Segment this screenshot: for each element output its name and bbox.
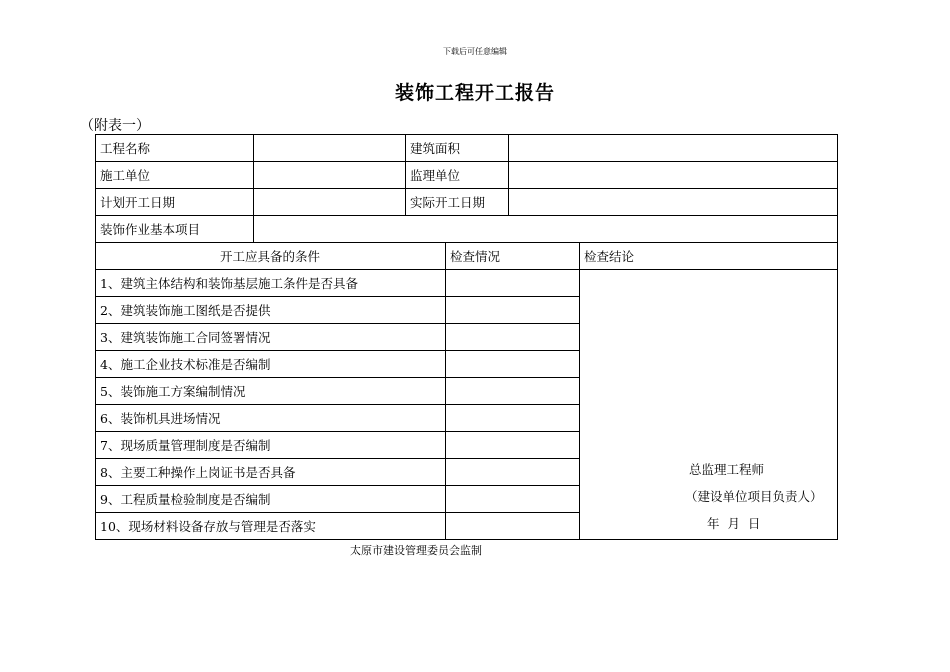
check-status-cell[interactable] [445,296,579,323]
header-note: 下载后可任意编辑 [443,47,507,56]
table-rule [579,242,580,540]
table-rule [253,134,254,242]
check-status-cell[interactable] [445,323,579,350]
table-rule [95,404,579,405]
condition-row: 5、装饰施工方案编制情况 [100,383,246,399]
check-status-cell[interactable] [445,431,579,458]
building-area-value[interactable] [508,134,838,161]
building-area-label: 建筑面积 [410,140,461,156]
table-rule [95,188,838,189]
check-status-cell[interactable] [445,377,579,404]
conditions-header: 开工应具备的条件 [219,248,320,264]
table-rule [508,134,509,215]
actual-start-date-label: 实际开工日期 [410,194,486,210]
construction-unit-value[interactable] [253,161,405,188]
table-border [837,134,838,540]
supervision-unit-value[interactable] [508,161,838,188]
check-status-cell[interactable] [445,485,579,512]
footer-note: 太原市建设管理委员会监制 [350,544,482,557]
table-rule [405,134,406,215]
condition-row: 6、装饰机具进场情况 [100,410,221,426]
table-rule [95,512,579,513]
condition-row: 10、现场材料设备存放与管理是否落实 [100,518,316,534]
supervision-unit-label: 监理单位 [410,167,461,183]
condition-row: 8、主要工种操作上岗证书是否具备 [100,464,296,480]
report-table [95,134,838,540]
table-rule [95,323,579,324]
check-status-cell[interactable] [445,350,579,377]
client-project-leader-label: （建设单位项目负责人） [685,489,823,504]
basic-items-value[interactable] [253,215,838,242]
condition-row: 4、施工企业技术标准是否编制 [100,356,271,372]
table-rule [95,296,579,297]
chief-supervisor-label: 总监理工程师 [689,462,765,477]
table-rule [95,161,838,162]
table-rule [95,485,579,486]
check-status-header: 检查情况 [450,248,501,264]
basic-items-label: 装饰作业基本项目 [100,221,201,237]
planned-start-date-label: 计划开工日期 [100,194,176,210]
condition-row: 3、建筑装饰施工合同签署情况 [100,329,271,345]
construction-unit-label: 施工单位 [100,167,151,183]
table-rule [445,242,446,540]
check-status-cell[interactable] [445,269,579,296]
condition-row: 9、工程质量检验制度是否编制 [100,491,271,507]
table-rule [95,215,838,216]
table-rule [95,431,579,432]
check-status-cell[interactable] [445,512,579,539]
table-rule [95,242,838,243]
document-title: 装饰工程开工报告 [394,82,555,104]
project-name-value[interactable] [253,134,405,161]
table-rule [95,350,579,351]
signature-date: 年 月 日 [707,516,761,531]
check-status-cell[interactable] [445,458,579,485]
actual-start-date-value[interactable] [508,188,838,215]
table-border [579,539,838,540]
table-rule [95,377,579,378]
planned-start-date-value[interactable] [253,188,405,215]
condition-row: 2、建筑装饰施工图纸是否提供 [100,302,271,318]
check-status-cell[interactable] [445,404,579,431]
table-rule [95,458,579,459]
condition-row: 1、建筑主体结构和装饰基层施工条件是否具备 [100,275,358,291]
condition-row: 7、现场质量管理制度是否编制 [100,437,271,453]
project-name-label: 工程名称 [100,140,151,156]
table-rule [95,269,838,270]
check-conclusion-header: 检查结论 [584,248,635,264]
table-border [95,134,838,135]
appendix-label: （附表一） [80,118,150,134]
table-border [95,134,96,540]
table-border [95,539,579,540]
